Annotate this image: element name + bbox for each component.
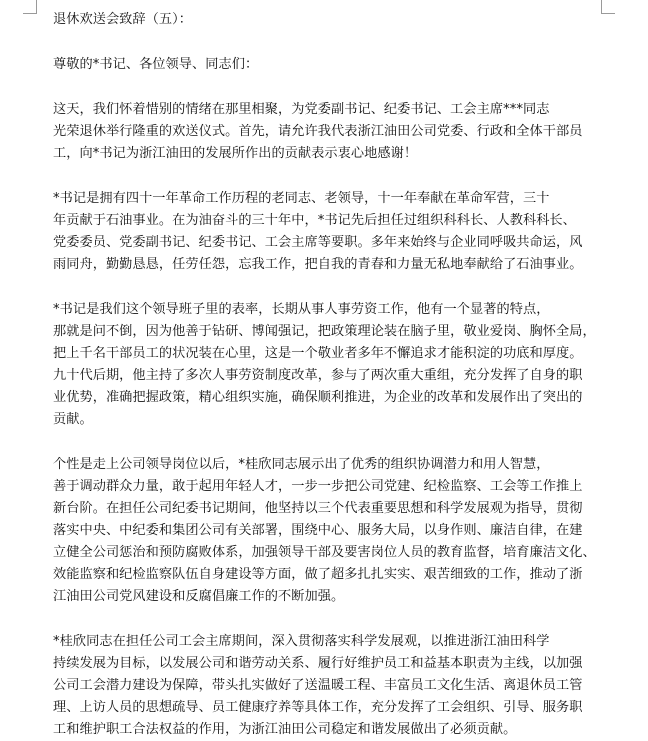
paragraph-5: [53, 631, 583, 741]
paragraph-line: 善于调动群众力量，敢于起用年轻人才，一步一步把公司党建、纪检监察、工会等工作推上: [53, 479, 583, 494]
paragraph-line: 业优势，准确把握政策，精心组织实施，确保顺利推进，为企业的改革和发展作出了突出的: [53, 390, 583, 405]
blank-line: [53, 76, 583, 99]
blank-line: [53, 276, 583, 299]
paragraph-line: 效能监察和纪检监察队伍自身建设等方面，做了超多扎扎实实、艰苦细致的工作，推动了浙: [53, 567, 583, 582]
paragraph-line: 江油田公司党风建设和反腐倡廉工作的不断加强。: [53, 589, 345, 604]
paragraph-4: [53, 454, 596, 608]
top-right-margin-mark: [601, 0, 615, 14]
blank-line: [53, 608, 583, 631]
document-title: 退休欢送会致辞（五）：: [53, 12, 193, 27]
paragraph-line: 理、上访人员的思想疏导、员工健康疗养等具体工作，充分发挥了工会组织、引导、服务职: [53, 700, 583, 715]
blank-line: [53, 431, 583, 454]
blank-line: [53, 31, 583, 54]
top-left-margin-mark: [23, 0, 37, 14]
paragraph-line: 工，向*书记为浙江油田的发展所作出的贡献表示衷心地感谢！: [53, 146, 418, 161]
paragraph-line: 那就是问不倒，因为他善于钻研、博闻强记，把政策理论装在脑子里，敬业爱岗、胸怀全局，: [53, 324, 596, 339]
paragraph-2: [53, 188, 583, 276]
paragraph-line: *书记是拥有四十一年革命工作历程的老同志、老领导，十一年奉献在革命军营，三十: [53, 191, 550, 206]
paragraph-line: 持续发展为目标，以发展公司和谐劳动关系、履行好维护员工和益基本职责为主线，以加强: [53, 656, 583, 671]
paragraph-line: 年贡献于石油事业。在为油奋斗的三十年中，*书记先后担任过组织科科长、人教科科长、: [53, 213, 576, 228]
paragraph-line: 九十代后期，他主持了多次人事劳资制度改革，参与了两次重大重组，充分发挥了自身的职: [53, 368, 583, 383]
salutation: 尊敬的*书记、各位领导、同志们：: [53, 57, 259, 72]
paragraph-line: 雨同舟，勤勤恳恳，任劳任怨，忘我工作，把自我的青春和力量无私地奉献给了石油事业。: [53, 257, 583, 272]
paragraph-line: 贡献。: [53, 412, 93, 427]
paragraph-line: 公司工会潜力建设为保障，带头扎实做好了送温暖工程、丰富员工文化生活、离退休员工管: [53, 678, 583, 693]
paragraph-1: [53, 99, 583, 165]
paragraph-line: 落实中央、中纪委和集团公司有关部署，围绕中心、服务大局，以身作则、廉洁自律，在建: [53, 523, 583, 538]
paragraph-line: 光荣退休举行隆重的欢送仪式。首先，请允许我代表浙江油田公司党委、行政和全体干部员: [53, 124, 583, 139]
paragraph-line: *书记是我们这个领导班子里的表率，长期从事人事劳资工作，他有一个显著的特点，: [53, 302, 550, 317]
paragraph-line: 这天，我们怀着惜别的情绪在那里相聚，为党委副书记、纪委书记、工会主席***同志: [53, 102, 550, 117]
paragraph-line: *桂欣同志在担任公司工会主席期间，深入贯彻落实科学发展观，以推进浙江油田科学: [53, 634, 550, 649]
paragraph-line: 新台阶。在担任公司纪委书记期间，他坚持以三个代表重要思想和科学发展观为指导，贯彻: [53, 501, 583, 516]
blank-line: [53, 165, 583, 188]
paragraph-line: 把上千名干部员工的状况装在心里，这是一个敬业者多年不懈追求才能积淀的功底和厚度。: [53, 346, 583, 361]
paragraph-line: 工和维护职工合法权益的作用，为浙江油田公司稳定和谐发展做出了必须贡献。: [53, 722, 517, 737]
paragraph-line: 立健全公司惩治和预防腐败体系，加强领导干部及要害岗位人员的教育监督，培育廉洁文化、: [53, 545, 596, 560]
document-body: [53, 9, 596, 741]
paragraph-3: [53, 299, 596, 431]
paragraph-line: 党委委员、党委副书记、纪委书记、工会主席等要职。多年来始终与企业同呼吸共命运，风: [53, 235, 583, 250]
paragraph-line: 个性是走上公司领导岗位以后，*桂欣同志展示出了优秀的组织协调潜力和用人智慧，: [53, 457, 550, 472]
